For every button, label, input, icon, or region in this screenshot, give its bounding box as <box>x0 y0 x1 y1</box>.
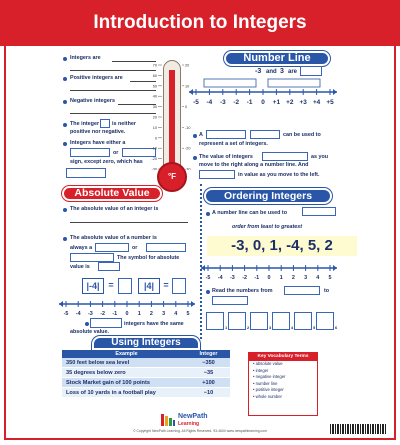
intro-pos-nor-neg: positive nor negative. <box>70 129 126 135</box>
answer-box-read2[interactable] <box>212 296 248 305</box>
bullet-icon <box>63 142 67 146</box>
ordering-read1: Read the numbers from <box>212 288 273 294</box>
number-line-ordering <box>200 262 338 282</box>
number-line-label: -3 <box>230 275 235 281</box>
answer-box-abs2[interactable] <box>146 243 186 252</box>
bullet-icon <box>63 77 67 81</box>
arrow-left-icon <box>201 265 205 271</box>
ordering-read2: to <box>324 288 330 294</box>
bullet-icon <box>206 290 210 294</box>
vocab-list <box>249 361 317 401</box>
newpath-logo-line2: Learning <box>178 421 200 427</box>
order-answer-subscript: 2 <box>247 325 250 330</box>
thermometer-label: 0 <box>154 136 157 141</box>
table-row <box>62 358 230 368</box>
number-line-label: 3 <box>162 311 166 317</box>
abs-line5: value is <box>70 264 90 270</box>
answer-box-abs-card1[interactable] <box>118 278 132 294</box>
ordering-line2: order from least to greatest <box>232 224 303 230</box>
arrow-left-icon <box>59 301 63 307</box>
table-row <box>62 378 230 388</box>
number-line-label: -3 <box>88 311 93 317</box>
intro-or: or <box>113 150 119 156</box>
number-line-label: 1 <box>137 311 141 317</box>
thermometer-label: -10 <box>151 146 157 151</box>
number-line-label: +3 <box>299 99 307 106</box>
abs-line3b: or <box>132 245 138 251</box>
order-answer-box[interactable] <box>228 312 246 330</box>
thermometer-label: 0 <box>185 105 188 110</box>
using-table <box>62 350 230 398</box>
answer-box-abs3[interactable] <box>70 253 114 262</box>
intro-either-line3: sign, except zero, which has <box>70 159 143 165</box>
answer-box-increase[interactable] <box>262 152 308 161</box>
vocab-item: • negative integer <box>253 374 286 380</box>
using-table-body <box>62 358 230 398</box>
number-line-label: -2 <box>233 99 240 106</box>
intro-integers-are: Integers are <box>70 55 101 61</box>
pair-and: and <box>266 69 277 75</box>
table-row <box>62 388 230 398</box>
number-line-label: +2 <box>286 99 294 106</box>
intro-either-line1: Integers have either a <box>70 140 126 146</box>
thermometer-mercury <box>169 70 175 168</box>
order-answer-box[interactable] <box>272 312 290 330</box>
number-line-label: 2 <box>149 311 153 317</box>
thermometer-label: 60 <box>152 73 157 78</box>
thermometer-label: -10 <box>185 125 191 130</box>
abs-line3a: always a <box>70 245 93 251</box>
blank-negative-2[interactable] <box>70 113 156 114</box>
thermometer-label: -20 <box>185 146 191 151</box>
bullet-icon <box>193 134 197 138</box>
blank-positive-2[interactable] <box>70 90 156 91</box>
intro-the-integer: The integer <box>70 121 100 127</box>
pair-pos: 3 <box>280 68 284 75</box>
col-example: Example <box>115 351 138 357</box>
number-line-label: -1 <box>112 311 118 317</box>
number-line-label: 4 <box>174 311 178 317</box>
numline-value4: in value as you move to the left. <box>238 172 320 178</box>
table-cell-integer: +100 <box>202 380 215 386</box>
newpath-logo-icon <box>160 412 176 428</box>
abs-equals-1: = <box>108 280 114 290</box>
order-answer-subscript: 1 <box>225 325 228 330</box>
intro-negative-integers: Negative integers <box>70 98 115 104</box>
vocab-item: • number line <box>253 380 278 386</box>
thermometer-label: -20 <box>151 157 157 162</box>
number-line-label: -1 <box>246 99 253 106</box>
answer-box-opposite[interactable] <box>90 318 122 328</box>
arrow-right-icon <box>191 301 195 307</box>
number-line-label: -4 <box>206 99 213 106</box>
intro-positive-integers: Positive integers are <box>70 75 123 81</box>
number-line-heading: Number Line <box>224 51 330 66</box>
order-answer-box[interactable] <box>250 312 268 330</box>
blank-integers-are-2[interactable] <box>70 70 156 71</box>
bullet-icon <box>206 212 210 216</box>
number-line-absolute <box>58 298 196 318</box>
bullet-icon <box>63 57 67 61</box>
thermometer-label: 20 <box>185 63 190 68</box>
abs-line2: The absolute value of a number is <box>70 235 157 241</box>
bullet-icon <box>63 123 67 127</box>
number-line-main <box>188 74 338 108</box>
order-answer-subscript: 6 <box>335 325 338 330</box>
number-line-label: -4 <box>217 275 223 281</box>
numline-a2: can be used to <box>283 132 321 138</box>
newpath-logo <box>160 412 230 428</box>
answer-box-zero[interactable] <box>100 119 110 128</box>
vocab-item: • whole number <box>253 393 282 399</box>
order-answer-subscript: 5 <box>313 325 316 330</box>
ordering-line1: A number line can be used to <box>212 210 287 216</box>
order-answer-box[interactable] <box>206 312 224 330</box>
ordering-heading: Ordering Integers <box>204 188 332 204</box>
bullet-icon <box>85 322 89 326</box>
abs-line1: The absolute value of an integer is <box>70 206 159 212</box>
abs-card-4: |4| <box>138 278 160 294</box>
thermometer-label: 50 <box>152 84 157 89</box>
table-cell-integer: −350 <box>202 360 215 366</box>
table-cell-integer: −35 <box>203 370 214 376</box>
number-line-label: 3 <box>304 275 308 281</box>
thermometer-label: 10 <box>185 84 190 89</box>
number-line-label: 0 <box>125 311 129 317</box>
numline-value1: The value of integers <box>199 154 253 160</box>
blank-abs-definition[interactable] <box>70 222 188 223</box>
thermometer-label: 30 <box>152 105 157 110</box>
using-heading: Using Integers <box>92 336 200 350</box>
bullet-icon <box>63 100 67 104</box>
number-line-label: -5 <box>63 311 69 317</box>
table-cell-example: 35 degrees below zero <box>66 370 126 376</box>
answer-box-numline2[interactable] <box>250 130 280 139</box>
order-answer-subscript: 3 <box>269 325 272 330</box>
numline-a3: represent a set of integers. <box>199 141 268 147</box>
table-cell-example: 350 feet below sea level <box>66 360 130 366</box>
number-line-label: +5 <box>326 99 334 106</box>
arrow-left-icon <box>189 89 193 95</box>
abs-footer1: integers have the same <box>124 321 184 327</box>
thermometer-label: -30 <box>151 167 157 170</box>
answer-box-sign3[interactable] <box>66 168 106 178</box>
number-line-label: -5 <box>205 275 211 281</box>
vocab-box <box>248 352 318 416</box>
answer-box-read1[interactable] <box>284 286 320 295</box>
abs-card-neg4: |-4| <box>82 278 104 294</box>
abs-footer2: absolute value. <box>70 329 109 335</box>
intro-is-neither: is neither <box>112 121 136 127</box>
thermometer-label: 10 <box>152 125 157 130</box>
numline-value2: as you <box>311 154 329 160</box>
number-line-label: 5 <box>186 311 190 317</box>
barcode-icon <box>330 424 386 434</box>
number-line-label: 2 <box>291 275 295 281</box>
thermometer-scale-left <box>148 62 162 170</box>
answer-box-abs-card2[interactable] <box>172 278 186 294</box>
thermometer-label: 20 <box>152 115 157 120</box>
bullet-icon <box>63 208 67 212</box>
table-cell-example: Stock Market gain of 100 points <box>66 380 150 386</box>
vocab-item: • absolute value <box>253 361 283 366</box>
table-cell-integer: −10 <box>203 390 214 396</box>
abs-equals-2: = <box>163 280 169 290</box>
answer-box-sign1[interactable] <box>70 148 110 157</box>
number-line-label: -2 <box>100 311 105 317</box>
vocab-item: • integer <box>253 367 269 373</box>
thermometer-label: 40 <box>152 94 157 99</box>
thermometer-label: -30 <box>185 167 191 170</box>
number-line-label: 5 <box>328 275 332 281</box>
number-line-label: 1 <box>279 275 283 281</box>
numline-value3: move to the right along a number line. And <box>199 162 309 168</box>
number-line-label: -5 <box>193 99 199 106</box>
vocab-title: Key Vocabulary Terms <box>249 353 317 361</box>
number-line-label: +1 <box>272 99 281 106</box>
table-cell-example: Loss of 10 yards in a football play <box>66 390 156 396</box>
newpath-logo-line1: NewPath <box>178 413 208 420</box>
number-line-label: -3 <box>219 99 226 106</box>
arrow-right-icon <box>333 89 337 95</box>
order-answer-box[interactable] <box>294 312 312 330</box>
answer-box-decrease[interactable] <box>199 170 235 179</box>
using-table-header <box>62 350 230 358</box>
number-line-label: -1 <box>254 275 260 281</box>
number-line-label: +4 <box>312 99 321 106</box>
thermometer-label: 70 <box>152 63 157 68</box>
order-answer-subscript: 4 <box>291 325 294 330</box>
col-integer: Integer <box>199 351 218 357</box>
number-line-label: -2 <box>242 275 247 281</box>
page-title: Introduction to Integers <box>0 0 400 46</box>
number-line-label: 4 <box>316 275 320 281</box>
bracket-positive <box>268 79 320 87</box>
vocab-item: • positive integer <box>253 387 284 393</box>
answer-box-abs1[interactable] <box>95 243 129 252</box>
number-line-label: 0 <box>261 99 265 106</box>
bullet-icon <box>193 156 197 160</box>
pair-are: are <box>288 69 298 75</box>
answer-box-abs-symbol[interactable] <box>98 262 120 271</box>
order-answer-box[interactable] <box>316 312 334 330</box>
copyright: © Copyright NewPath Learning. All Rights Reserved. 93-4604 www.newpathlearning.com <box>133 429 267 433</box>
pair-neg: -3 <box>255 68 262 75</box>
abs-line4: The symbol for absolute <box>117 255 180 261</box>
absolute-value-heading: Absolute Value <box>62 186 162 201</box>
table-row <box>62 368 230 378</box>
bullet-icon <box>63 237 67 241</box>
numline-a1: A <box>199 132 203 138</box>
ordering-sequence: -3, 0, 1, -4, 5, 2 <box>207 236 357 256</box>
answer-box-numline1[interactable] <box>206 130 246 139</box>
thermometer-bulb: °F <box>157 162 187 192</box>
number-line-label: 0 <box>267 275 271 281</box>
number-line-label: -4 <box>75 311 81 317</box>
bracket-negative <box>204 79 256 87</box>
arrow-right-icon <box>333 265 337 271</box>
answer-box-ordering[interactable] <box>302 207 336 216</box>
